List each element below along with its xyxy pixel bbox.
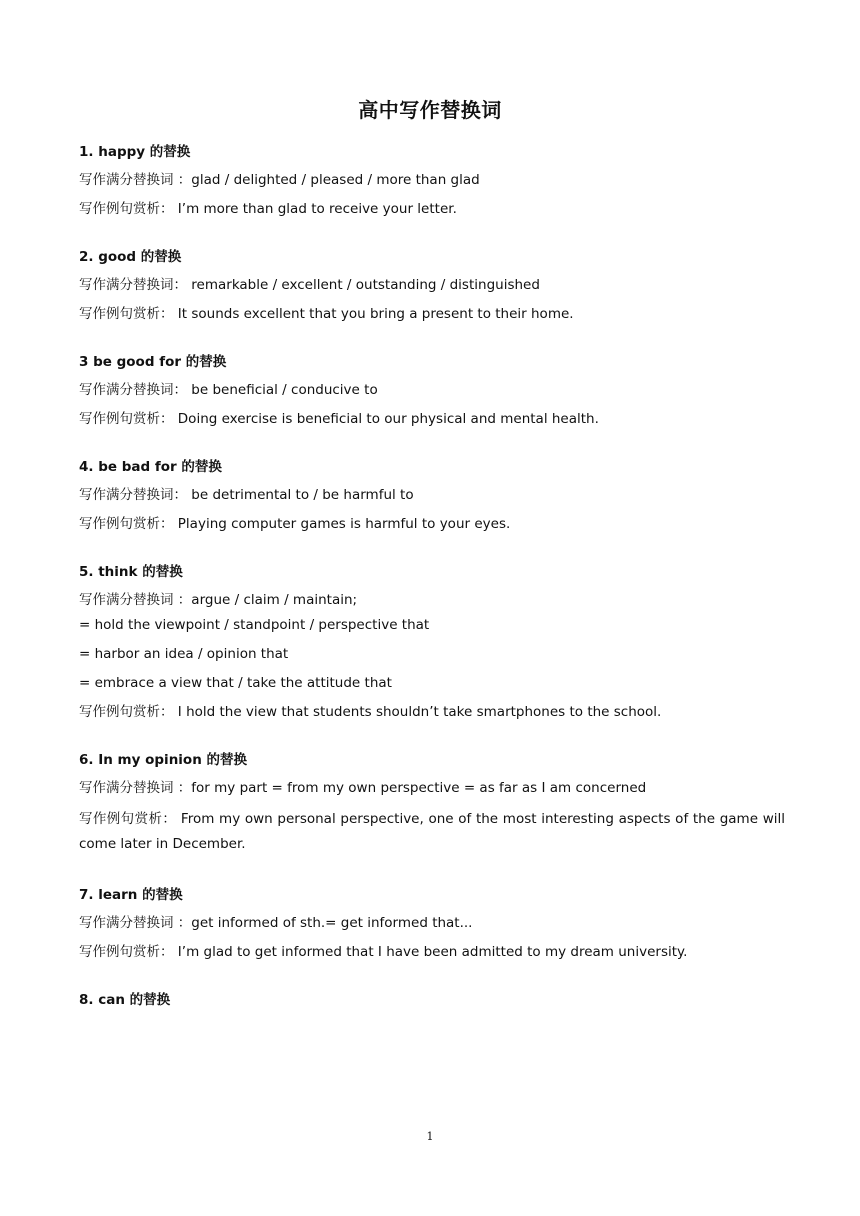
example-sentence: 写作例句赏析： I’m glad to get informed that I have been admitted to my dream university.: [79, 944, 688, 960]
replacement-words: 写作满分替换词 ：for my part = from my own perspective = as far as I am concerned: [79, 780, 647, 796]
section-heading: 6. In my opinion 的替换: [79, 752, 248, 768]
section-in-my-opinion: [79, 750, 785, 857]
example-sentence: 写作例句赏析： From my own personal perspective, one of the most interesting aspects of the game will come later in December.: [79, 811, 785, 852]
document-title: 高中写作替换词: [358, 98, 502, 122]
section-think: [79, 562, 785, 722]
replacement-phrase: = hold the viewpoint / standpoint / perspective that: [79, 617, 430, 633]
replacement-words: 写作满分替换词 ：get informed of sth.= get informed that...: [79, 915, 473, 931]
section-good: [79, 247, 785, 324]
example-sentence: 写作例句赏析： Playing computer games is harmful to your eyes.: [79, 516, 511, 532]
section-heading: 1. happy 的替换: [79, 144, 191, 160]
section-be-good-for: [79, 352, 785, 429]
example-sentence: 写作例句赏析： I hold the view that students shouldn’t take smartphones to the school.: [79, 704, 662, 720]
replacement-words: 写作满分替换词： remarkable / excellent / outstanding / distinguished: [79, 277, 540, 293]
section-learn: [79, 885, 785, 962]
section-heading: 4. be bad for 的替换: [79, 459, 222, 475]
section-be-bad-for: [79, 457, 785, 534]
section-heading: 3 be good for 的替换: [79, 354, 227, 370]
section-heading: 5. think 的替换: [79, 564, 183, 580]
section-happy: [79, 142, 785, 219]
replacement-phrase: = embrace a view that / take the attitude that: [79, 675, 392, 691]
replacement-words: 写作满分替换词： be beneficial / conducive to: [79, 382, 378, 398]
section-can: [79, 990, 785, 1010]
replacement-words: 写作满分替换词： be detrimental to / be harmful to: [79, 487, 414, 503]
example-sentence: 写作例句赏析： Doing exercise is beneficial to our physical and mental health.: [79, 411, 599, 427]
page-number: 1: [426, 1130, 434, 1143]
replacement-words: 写作满分替换词 ：glad / delighted / pleased / more than glad: [79, 172, 480, 188]
section-heading: 7. learn 的替换: [79, 887, 183, 903]
example-sentence: 写作例句赏析： I’m more than glad to receive your letter.: [79, 201, 457, 217]
document-body: [79, 142, 785, 1038]
replacement-phrase: = harbor an idea / opinion that: [79, 646, 289, 662]
replacement-words: 写作满分替换词 ：argue / claim / maintain;: [79, 592, 358, 608]
section-heading: 8. can 的替换: [79, 992, 171, 1008]
section-heading: 2. good 的替换: [79, 249, 182, 265]
example-sentence: 写作例句赏析： It sounds excellent that you bring a present to their home.: [79, 306, 574, 322]
